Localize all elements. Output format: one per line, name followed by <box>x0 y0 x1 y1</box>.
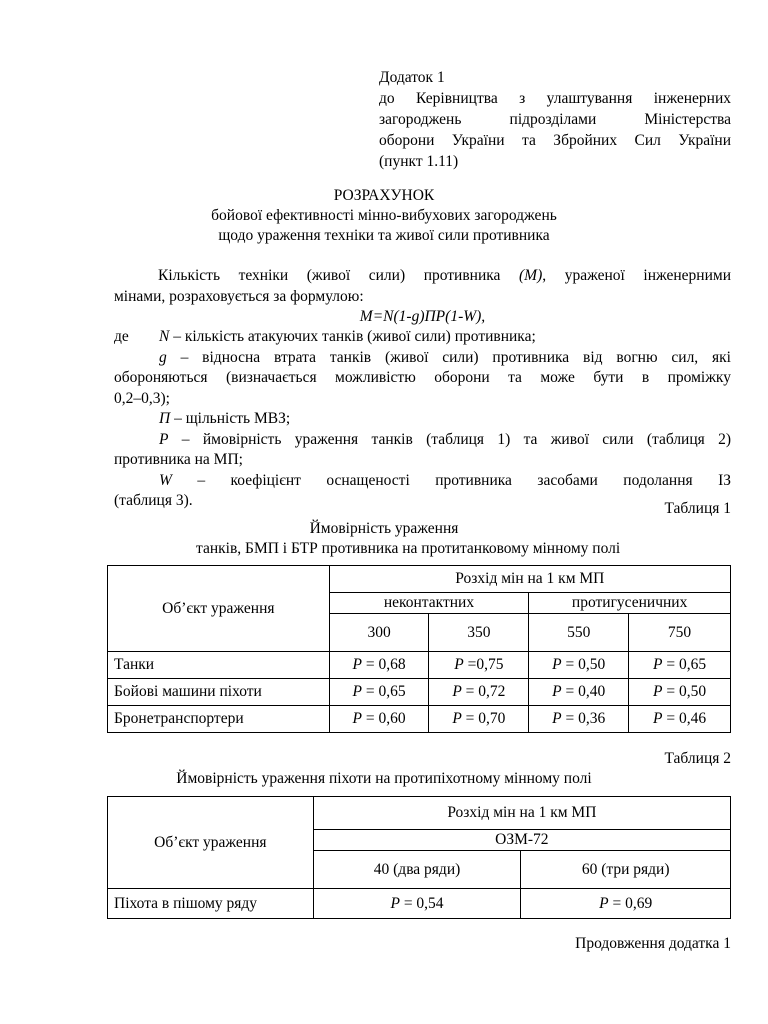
table2-object-header: Об’єкт ураження <box>108 797 314 889</box>
symbol-n: N <box>159 328 170 345</box>
table2-mine-type: ОЗМ-72 <box>313 830 730 851</box>
table1-cell <box>529 679 629 706</box>
p-symbol: P <box>552 656 562 673</box>
table2-row-name: Піхота в пішому ряду <box>108 889 314 919</box>
table1-subtitle: танків, БМП і БТР противника на протитанковому мінному полі <box>196 540 621 557</box>
table2-title: Ймовірність ураження піхоти на протипіхотному мінному полі <box>176 770 592 787</box>
table1-label: Таблиця 1 <box>664 500 731 517</box>
cell-value: = 0,60 <box>365 710 406 727</box>
p-symbol: P <box>352 710 362 727</box>
table1-col-header: 750 <box>629 614 731 652</box>
def-text: противника на МП; <box>114 451 243 468</box>
cell-value: = 0,36 <box>565 710 606 727</box>
table-row <box>108 652 731 679</box>
continuation-footer: Продовження додатка 1 <box>575 935 731 952</box>
appendix-header <box>379 67 731 172</box>
p-symbol: P <box>653 710 663 727</box>
page-title: РОЗРАХУНОК <box>333 187 435 204</box>
table1-cell <box>329 706 429 733</box>
table1-cell <box>429 679 529 706</box>
symbol-g: g <box>159 348 167 366</box>
def-text: – ймовірність ураження танків (таблиця 1) та живої сили (таблиця 2) <box>168 430 731 448</box>
table1-cell <box>629 706 731 733</box>
table-row <box>108 889 731 919</box>
table1-row-name: Танки <box>108 652 330 679</box>
table1-object-header: Об’єкт ураження <box>108 566 330 652</box>
definitions <box>114 327 731 512</box>
table2-col-header: 60 (три ряди) <box>521 851 731 889</box>
intro-text: мінами, розраховується за формулою: <box>114 287 364 305</box>
cell-value: = 0,50 <box>565 656 606 673</box>
table1-group-header: протигусеничних <box>529 593 731 614</box>
cell-value: = 0,40 <box>565 683 606 700</box>
table2-consumption-header: Розхід мін на 1 км МП <box>313 797 730 830</box>
def-text: – коефіцієнт оснащеності противника засобами подолання ІЗ <box>171 471 731 489</box>
table1-row-name: Бойові машини піхоти <box>108 679 330 706</box>
header-line: (пункт 1.11) <box>379 153 459 170</box>
p-symbol: P <box>452 683 462 700</box>
p-symbol: P <box>653 656 663 673</box>
def-text: – відносна втрата танків (живої сили) противника від вогню сил, які <box>166 348 731 366</box>
p-symbol: P <box>452 710 462 727</box>
table1-cell <box>429 652 529 679</box>
table1-col-header: 550 <box>529 614 629 652</box>
table1-cell <box>529 652 629 679</box>
def-text: обороняються (визначається можливістю оборони та може бути в проміжку <box>114 369 731 386</box>
table1-col-header: 300 <box>329 614 429 652</box>
intro-paragraph <box>114 266 731 328</box>
p-symbol: P <box>352 656 362 673</box>
table1-cell <box>329 679 429 706</box>
p-symbol: P <box>454 656 464 673</box>
cell-value: = 0,65 <box>365 683 406 700</box>
page-subtitle: бойової ефективності мінно-вибухових загороджень <box>211 207 557 224</box>
symbol-p: П <box>159 410 171 427</box>
table2-cell <box>313 889 521 919</box>
table1-group-header: неконтактних <box>329 593 529 614</box>
p-symbol: P <box>390 894 400 912</box>
table-row <box>108 679 731 706</box>
def-text: – кількість атакуючих танків (живої сили) противника; <box>169 328 536 345</box>
def-text: – щільність МВЗ; <box>170 410 291 427</box>
symbol-probability: Р <box>159 430 169 448</box>
def-text: (таблиця 3). <box>114 492 193 509</box>
cell-value: =0,75 <box>467 656 504 673</box>
intro-text: , ураженої інженерними <box>542 267 731 284</box>
p-symbol: P <box>552 710 562 727</box>
p-symbol: P <box>599 894 609 912</box>
table1-title: Ймовірність ураження <box>309 520 459 537</box>
formula: М=N(1-g)ПР(1-W), <box>359 308 486 325</box>
header-line: до Керівництва з улаштування інженерних <box>379 90 731 107</box>
table2-label: Таблиця 2 <box>664 750 731 767</box>
defs-de: де <box>114 328 129 345</box>
cell-value: = 0,68 <box>365 656 406 673</box>
table2-cell <box>521 889 731 919</box>
cell-value: = 0,65 <box>666 656 707 673</box>
cell-value: = 0,54 <box>403 894 444 912</box>
p-symbol: P <box>653 683 663 700</box>
p-symbol: P <box>552 683 562 700</box>
cell-value: = 0,46 <box>666 710 707 727</box>
symbol-w: W <box>159 471 172 489</box>
table1-cell <box>629 679 731 706</box>
intro-symbol: (М) <box>519 267 543 284</box>
table1-cell <box>429 706 529 733</box>
table1-row-name: Бронетранспортери <box>108 706 330 733</box>
header-line: Додаток 1 <box>379 69 445 86</box>
page-subtitle: щодо ураження техніки та живої сили противника <box>218 227 550 244</box>
p-symbol: P <box>352 683 362 700</box>
table2 <box>107 796 731 919</box>
cell-value: = 0,69 <box>612 894 653 912</box>
def-text: 0,2–0,3); <box>114 389 170 407</box>
table-row <box>108 706 731 733</box>
table1-cell <box>329 652 429 679</box>
table1-col-header: 350 <box>429 614 529 652</box>
intro-text: Кількість техніки (живої сили) противника <box>158 267 520 284</box>
cell-value: = 0,70 <box>465 710 506 727</box>
header-line: загороджень підрозділами Міністерства <box>379 111 731 128</box>
table1-consumption-header: Розхід мін на 1 км МП <box>329 566 730 593</box>
table1 <box>107 565 731 733</box>
table1-cell <box>529 706 629 733</box>
table1-cell <box>629 652 731 679</box>
table2-col-header: 40 (два ряди) <box>313 851 521 889</box>
cell-value: = 0,72 <box>465 683 506 700</box>
header-line: оборони України та Збройних Сил України <box>379 132 731 149</box>
cell-value: = 0,50 <box>666 683 707 700</box>
